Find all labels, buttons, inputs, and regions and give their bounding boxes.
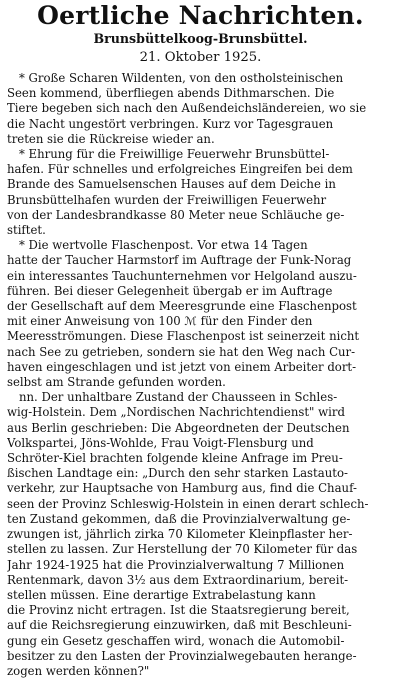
article-bottle-post	[7, 238, 394, 390]
text-line: aus Berlin geschrieben: Die Abgeordneten der Deutschen	[7, 420, 350, 435]
article-wild-ducks	[7, 71, 394, 147]
text-line: * Große Scharen Wildenten, von den ostholsteinischen	[19, 71, 344, 85]
text-line: besitzer zu den Lasten der Provinzialwegebauten herange-	[7, 648, 357, 663]
text-line: seen der Provinz Schleswig-Holstein in einen derart schlech-	[7, 496, 369, 511]
text-line: selbst am Strande gefunden worden.	[7, 375, 226, 390]
section-subtitle: Brunsbüttelkoog-Brunsbüttel.	[93, 31, 308, 46]
article-fire-brigade	[7, 147, 394, 238]
text-line: * Ehrung für die Freiwillige Feuerwehr Brunsbüttel-	[19, 147, 330, 162]
text-line: verkehr, zur Hauptsache von Hamburg aus, find die Chauf-	[7, 481, 357, 496]
text-line: nn. Der unhaltbare Zustand der Chausseen in Schles-	[19, 390, 338, 405]
text-line: ßischen Landtage ein: „Durch den sehr starken Lastauto-	[7, 466, 348, 481]
text-line: zogen werden können?"	[7, 663, 150, 678]
text-line: Brunsbüttelhafen wurden der Freiwilligen Feuerwehr	[7, 192, 327, 207]
text-line: Volkspartei, Jöns-Wohlde, Frau Voigt-Flensburg und	[7, 435, 314, 450]
text-line: der Gesellschaft auf dem Meeresgrunde eine Flaschenpost	[7, 299, 357, 314]
article-road-conditions	[7, 390, 394, 679]
text-line: ein interessantes Tauchunternehmen vor Helgoland auszu-	[7, 268, 357, 283]
text-line: mit einer Anweisung von 100 ℳ für den Finder den	[7, 314, 313, 329]
text-line: zwungen ist, jährlich zirka 70 Kilometer Kleinpflaster her-	[7, 527, 353, 542]
article-list	[7, 71, 394, 679]
text-line: auf die Reichsregierung einzuwirken, daß mit Beschleuni-	[7, 618, 352, 633]
text-line: Jahr 1924-1925 hat die Provinzialverwaltung 7 Millionen	[7, 557, 345, 572]
text-line: ten Zustand gekommen, daß die Provinzialverwaltung ge-	[7, 511, 351, 526]
text-line: führen. Bei dieser Gelegenheit übergab er im Auftrage	[7, 283, 333, 298]
text-line: Meeresströmungen. Diese Flaschenpost ist seinerzeit nicht	[7, 329, 360, 344]
text-line: haven eingeschlagen und ist jetzt von einem Arbeiter dort-	[7, 359, 357, 374]
text-line: Seen kommend, überfliegen abends Dithmarschen. Die	[7, 86, 335, 101]
text-line: Brande des Samuelsenschen Hauses auf dem Deiche in	[7, 177, 336, 192]
page-title: Oertliche Nachrichten.	[37, 1, 364, 30]
text-line: treten sie die Rückreise wieder an.	[7, 131, 215, 146]
text-line: hafen. Für schnelles und erfolgreiches Eingreifen bei dem	[7, 162, 353, 177]
text-line: stellen zu lassen. Zur Herstellung der 70 Kilometer für das	[7, 542, 358, 557]
text-line: * Die wertvolle Flaschenpost. Vor etwa 14 Tagen	[19, 238, 308, 253]
dateline: 21. Oktober 1925.	[139, 50, 262, 65]
text-line: hatte der Taucher Harmstorf im Auftrage der Funk-Norag	[7, 253, 352, 268]
text-line: wig-Holstein. Dem „Nordischen Nachrichtendienst" wird	[7, 405, 345, 420]
text-line: Tiere begeben sich nach den Außendeichsländereien, wo sie	[7, 101, 367, 116]
text-line: nach See zu getrieben, sondern sie hat den Weg nach Cur-	[7, 344, 356, 359]
text-line: die Nacht ungestört verbringen. Kurz vor Tagesgrauen	[7, 116, 334, 131]
text-line: die Provinz nicht ertragen. Ist die Staatsregierung bereit,	[7, 603, 350, 618]
text-line: Schröter-Kiel brachten folgende kleine Anfrage im Preu-	[7, 451, 343, 466]
text-line: stellen müssen. Eine derartige Extrabelastung kann	[7, 587, 316, 602]
text-line: von der Landesbrandkasse 80 Meter neue Schläuche ge-	[7, 207, 345, 222]
text-line: gung ein Gesetz geschaffen wird, wonach die Automobil-	[7, 633, 345, 648]
text-line: Rentenmark, davon 3½ aus dem Extraordinarium, bereit-	[7, 572, 349, 587]
text-line: stiftet.	[7, 223, 46, 238]
